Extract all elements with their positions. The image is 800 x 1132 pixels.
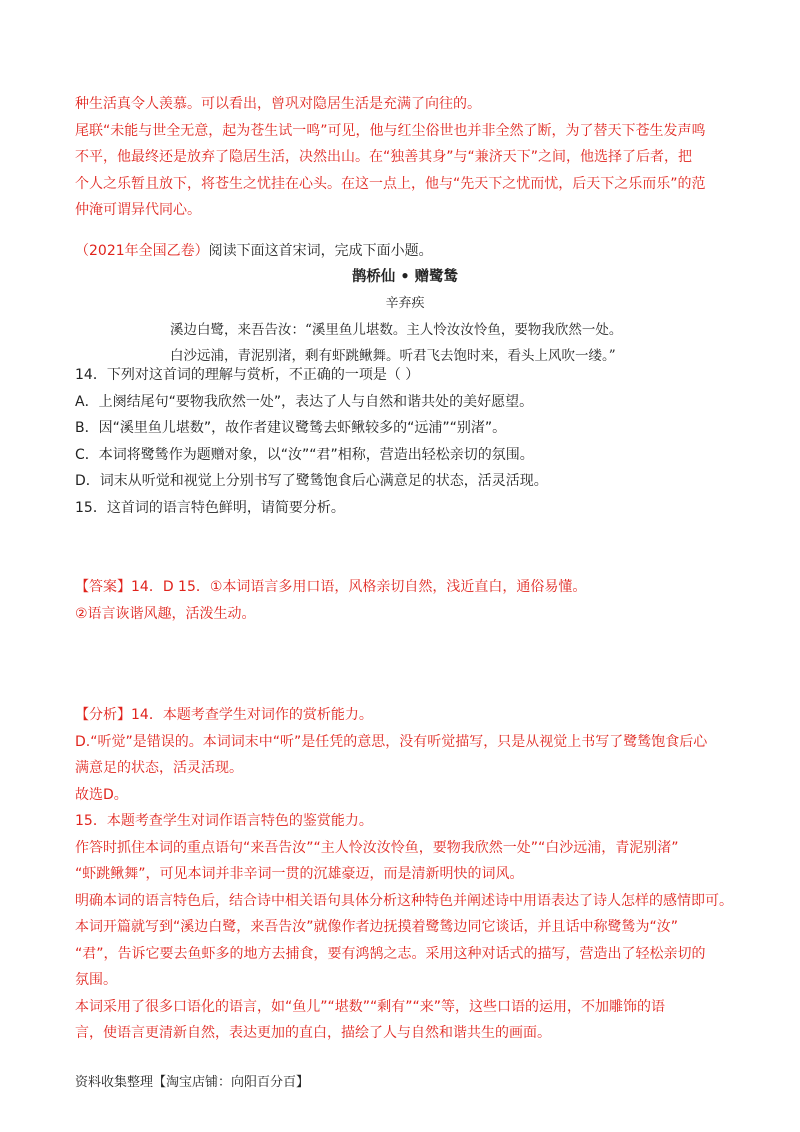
option-a: A．上阕结尾句“要物我欣然一处”，表达了人与自然和谐共处的美好愿望。 — [75, 393, 534, 410]
question-intro — [75, 238, 735, 265]
answer-line: ②语言诙谐风趣，活泼生动。 — [75, 605, 256, 622]
answer-line: 【答案】14．D 15．①本词语言多用口语，风格亲切自然，浅近直白，通俗易懂。 — [75, 579, 587, 595]
poem-title: 鹊桥仙 • 赠鹭鸶 — [351, 268, 459, 285]
analysis-line: 满意足的状态，活灵活现。 — [75, 760, 243, 776]
commentary-line: 种生活真令人羡慕。可以看出，曾巩对隐居生活是充满了向往的。 — [75, 96, 481, 112]
answer-section — [75, 574, 735, 627]
questions — [75, 362, 735, 521]
analysis-line: 作答时抓住本词的重点语句“来吾告汝”“主人怜汝汝怜鱼，要物我欣然一处”“白沙远浦，青泥别渚” — [75, 839, 679, 856]
commentary-line: 仲淹可谓异代同心。 — [75, 202, 201, 218]
analysis-line: “虾跳鳅舞”，可见本词并非辛词一贯的沉雄豪迈，而是清新明快的词风。 — [75, 866, 524, 882]
commentary-line: 不平，他最终还是放弃了隐居生活，决然出山。在“独善其身”与“兼济天下”之间，他选择了后者，把 — [75, 149, 693, 165]
question-15: 15．这首词的语言特色鲜明，请简要分析。 — [75, 499, 345, 516]
intro-text: 阅读下面这首宋词，完成下面小题。 — [208, 243, 433, 259]
option-d: D．词末从听觉和视觉上分别书写了鹭鸶饱食后心满意足的状态，活灵活现。 — [75, 473, 548, 489]
poem-line: 溪边白鹭，来吾告汝：“溪里鱼儿堪数。主人怜汝汝怜鱼，要物我欣然一处。 — [170, 322, 623, 338]
option-b: B．因“溪里鱼儿堪数”，故作者建议鹭鸶去虾鳅较多的“远浦”“别渚”。 — [75, 420, 507, 436]
commentary-section — [75, 91, 735, 224]
analysis-line: 明确本词的语言特色后，结合诗中相关语句具体分析这种特色并阐述诗中用语表达了诗人怎样的感情即可。 — [75, 892, 733, 909]
footer-credit: 资料收集整理【淘宝店铺：向阳百分百】 — [75, 1075, 310, 1090]
option-c: C．本词将鹭鸶作为题赠对象，以“汝”“君”相称，营造出轻松亲切的氛围。 — [75, 446, 534, 463]
analysis-line: 本词开篇就写到“溪边白鹭，来吾告汝”就像作者边抚摸着鹭鸶边同它谈话，并且话中称鹭鸶为“汝” — [75, 919, 679, 935]
analysis-line: “君”，告诉它要去鱼虾多的地方去捕食，要有鸿鹄之志。采用这种对话式的描写，营造出了轻松亲切的 — [75, 945, 706, 962]
analysis-line: 【分析】14．本题考查学生对词作的赏析能力。 — [75, 707, 373, 723]
poem-line: 白沙远浦，青泥别渚，剩有虾跳鳅舞。听君飞去饱时来，看头上风吹一缕。” — [170, 348, 616, 364]
analysis-line: 故选D。 — [75, 786, 128, 803]
analysis-line: 15．本题考查学生对词作语言特色的鉴赏能力。 — [75, 813, 373, 829]
analysis-section — [75, 702, 735, 1047]
question-14: 14．下列对这首词的理解与赏析，不正确的一项是（ ） — [75, 367, 420, 383]
exam-source: （2021年全国乙卷） — [75, 243, 209, 259]
analysis-line: 言，使语言更清新自然，表达更加的直白，描绘了人与自然和谐共生的画面。 — [75, 1025, 551, 1041]
commentary-line: 尾联“未能与世全无意，起为苍生试一鸣”可见，他与红尘俗世也并非全然了断，为了替天下苍生发声鸣 — [75, 122, 706, 139]
analysis-line: 氛围。 — [75, 972, 117, 988]
commentary-line: 个人之乐暂且放下，将苍生之忧挂在心头。在这一点上，他与“先天下之忧而忧，后天下之乐而乐”的范 — [75, 175, 706, 192]
poem-author: 辛弃疾 — [385, 295, 425, 311]
analysis-line: D.“听觉”是错误的。本词词末中“听”是任凭的意思，没有听觉描写，只是从视觉上书写了鹭鸶饱食后心 — [75, 733, 708, 750]
poem — [75, 264, 735, 369]
analysis-line: 本词采用了很多口语化的语言，如“鱼儿”“堪数”“剩有”“来”等，这些口语的运用，不加雕饰的语 — [75, 998, 666, 1015]
